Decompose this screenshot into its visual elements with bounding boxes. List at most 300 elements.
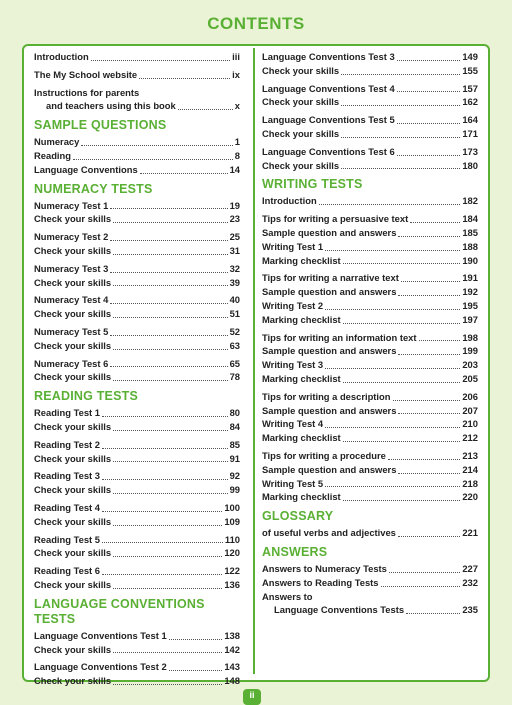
toc-entry-page: 142 [224, 643, 240, 655]
toc-entry-page: 1 [234, 136, 240, 148]
toc-entry-page: 210 [462, 418, 478, 430]
toc-entry-page: 162 [462, 96, 478, 108]
toc-entry-label: Numeracy Test 1 [34, 199, 109, 211]
toc-entry-label: Marking checklist [262, 372, 341, 384]
toc-entry[interactable] [34, 149, 240, 163]
toc-entry-page: 31 [229, 244, 240, 256]
toc-entry-page: 84 [229, 420, 240, 432]
toc-entry[interactable] [262, 82, 478, 96]
toc-entry[interactable] [34, 660, 240, 674]
toc-entry-label: Check your skills [34, 276, 112, 288]
dot-leader [102, 448, 228, 449]
dot-leader [113, 493, 227, 494]
toc-entry[interactable] [262, 372, 478, 386]
toc-entry-page: 23 [229, 213, 240, 225]
toc-entry[interactable] [34, 212, 240, 226]
toc-entry[interactable] [34, 643, 240, 657]
toc-entry-label: Check your skills [34, 484, 112, 496]
dot-leader [102, 416, 228, 417]
toc-group [34, 469, 240, 497]
dot-leader [110, 240, 227, 241]
toc-entry-page: 205 [462, 372, 478, 384]
toc-entry[interactable] [34, 578, 240, 592]
toc-entry[interactable] [262, 194, 478, 208]
dot-leader [169, 639, 223, 640]
toc-entry[interactable] [262, 490, 478, 504]
toc-entry-label: Check your skills [34, 339, 112, 351]
toc-entry-label: of useful verbs and adjectives [262, 527, 396, 539]
toc-entry-page: 214 [462, 463, 478, 475]
toc-entry-label: Reading Test 4 [34, 501, 100, 513]
toc-entry-label: Reading Test 5 [34, 533, 100, 545]
toc-entry[interactable] [34, 483, 240, 497]
dot-leader [397, 123, 461, 124]
dot-leader [113, 430, 227, 431]
toc-entry-label: Numeracy Test 5 [34, 325, 109, 337]
dot-leader [343, 500, 461, 501]
toc-entry-page: 203 [462, 359, 478, 371]
toc-entry-page: 235 [462, 604, 478, 616]
toc-entry-page: 212 [462, 432, 478, 444]
toc-entry[interactable] [34, 469, 240, 483]
dot-leader [178, 109, 233, 110]
toc-entry-page: 120 [224, 547, 240, 559]
toc-entry-label: Writing Test 5 [262, 477, 324, 489]
toc-entry[interactable] [34, 99, 240, 113]
toc-group [34, 438, 240, 466]
dot-leader [388, 459, 461, 460]
dot-leader [343, 263, 461, 264]
toc-entry-page: 80 [229, 407, 240, 419]
dot-leader [110, 272, 227, 273]
toc-entry-label: Language Conventions [34, 163, 138, 175]
toc-entry-page: 138 [224, 629, 240, 641]
toc-entry-label: Tips for writing a persuasive text [262, 213, 409, 225]
toc-entry-label: Check your skills [262, 159, 340, 171]
toc-entry-page: 171 [462, 127, 478, 139]
toc-entry-page: 195 [462, 299, 478, 311]
toc-entry-page: 143 [224, 661, 240, 673]
toc-entry[interactable] [34, 452, 240, 466]
toc-entry-page: 197 [462, 313, 478, 325]
dot-leader [389, 572, 460, 573]
toc-entry[interactable] [262, 463, 478, 477]
dot-leader [113, 525, 222, 526]
dot-leader [102, 479, 228, 480]
dot-leader [102, 511, 222, 512]
toc-entry-label: Answers to [262, 590, 313, 602]
toc-entry[interactable] [262, 576, 478, 590]
toc-group [262, 526, 478, 540]
toc-entry[interactable] [34, 86, 240, 100]
dot-leader [113, 349, 227, 350]
toc-entry-label: Check your skills [34, 371, 112, 383]
toc-entry[interactable] [262, 590, 478, 604]
dot-leader [341, 137, 460, 138]
toc-entry[interactable] [34, 50, 240, 64]
toc-entry-page: 85 [229, 438, 240, 450]
toc-entry-page: 14 [229, 163, 240, 175]
left-column [34, 50, 240, 692]
toc-entry-page: 91 [229, 452, 240, 464]
toc-entry-label: Check your skills [34, 643, 112, 655]
dot-leader [113, 222, 227, 223]
toc-entry[interactable] [262, 254, 478, 268]
toc-entry-page: 122 [224, 565, 240, 577]
toc-entry[interactable] [262, 271, 478, 285]
toc-entry[interactable] [34, 370, 240, 384]
toc-entry-label: Numeracy Test 6 [34, 357, 109, 369]
toc-entry[interactable] [262, 562, 478, 576]
toc-entry[interactable] [34, 420, 240, 434]
toc-group [262, 194, 478, 208]
toc-entry[interactable] [34, 501, 240, 515]
toc-entry-label: Reading [34, 149, 71, 161]
dot-leader [410, 222, 460, 223]
toc-entry-page: 8 [234, 149, 240, 161]
toc-entry-label: Reading Test 1 [34, 407, 100, 419]
toc-entry[interactable] [262, 113, 478, 127]
toc-entry[interactable] [262, 50, 478, 64]
toc-entry-label: Language Conventions Test 6 [262, 145, 395, 157]
toc-entry-label: Check your skills [34, 547, 112, 559]
toc-entry-page: 232 [462, 576, 478, 588]
dot-leader [398, 473, 460, 474]
toc-entry[interactable] [34, 135, 240, 149]
toc-entry-label: Marking checklist [262, 254, 341, 266]
toc-entry-label: Tips for writing a description [262, 390, 391, 402]
toc-group [34, 86, 240, 114]
dot-leader [102, 542, 223, 543]
toc-entry-label: Answers to Numeracy Tests [262, 562, 387, 574]
toc-group [262, 331, 478, 386]
dot-leader [398, 413, 460, 414]
toc-entry[interactable] [34, 325, 240, 339]
dot-leader [319, 204, 461, 205]
toc-entry[interactable] [34, 293, 240, 307]
dot-leader [343, 441, 461, 442]
toc-entry[interactable] [262, 95, 478, 109]
toc-entry[interactable] [34, 629, 240, 643]
toc-entry-page: 185 [462, 226, 478, 238]
dot-leader [397, 91, 461, 92]
toc-entry-label: Check your skills [262, 64, 340, 76]
toc-entry-page: 157 [462, 82, 478, 94]
toc-entry-label: Numeracy Test 4 [34, 294, 109, 306]
dot-leader [325, 250, 460, 251]
dot-leader [113, 556, 222, 557]
dot-leader [91, 60, 230, 61]
toc-entry-label: Sample question and answers [262, 463, 397, 475]
toc-entry[interactable] [34, 244, 240, 258]
dot-leader [169, 670, 223, 671]
dot-leader [113, 285, 227, 286]
toc-entry[interactable] [262, 159, 478, 173]
toc-entry-label: Writing Test 1 [262, 240, 324, 252]
toc-entry[interactable] [262, 431, 478, 445]
toc-entry-page: 188 [462, 240, 478, 252]
toc-entry[interactable] [34, 564, 240, 578]
toc-entry-page: 100 [224, 501, 240, 513]
dot-leader [110, 303, 227, 304]
section-heading: READING TESTS [34, 389, 138, 404]
dot-leader [140, 173, 228, 174]
section-heading: WRITING TESTS [262, 177, 363, 192]
toc-entry-page: 92 [229, 470, 240, 482]
toc-entry-page: 164 [462, 114, 478, 126]
toc-entry-page: 40 [229, 294, 240, 306]
toc-entry-page: 63 [229, 339, 240, 351]
toc-entry-label: Language Conventions Test 4 [262, 82, 395, 94]
toc-entry-page: 206 [462, 390, 478, 402]
toc-group [262, 390, 478, 445]
toc-entry-page: 173 [462, 145, 478, 157]
toc-entry[interactable] [34, 339, 240, 353]
toc-entry[interactable] [34, 546, 240, 560]
column-divider [253, 48, 255, 674]
toc-group [262, 50, 478, 78]
toc-entry[interactable] [34, 438, 240, 452]
toc-group [34, 325, 240, 353]
toc-entry-label: Reading Test 6 [34, 565, 100, 577]
toc-entry-label: Numeracy Test 3 [34, 262, 109, 274]
toc-group [34, 564, 240, 592]
toc-group [34, 262, 240, 290]
dot-leader [343, 323, 461, 324]
toc-group [262, 449, 478, 504]
toc-entry-page: 221 [462, 527, 478, 539]
toc-entry-page: iii [232, 51, 240, 62]
toc-group [34, 293, 240, 321]
toc-group [262, 82, 478, 110]
dot-leader [110, 208, 227, 209]
toc-entry[interactable] [262, 404, 478, 418]
dot-leader [397, 155, 461, 156]
toc-entry-page: 180 [462, 159, 478, 171]
dot-leader [102, 574, 222, 575]
section-heading: GLOSSARY [262, 509, 334, 524]
toc-entry[interactable] [34, 262, 240, 276]
toc-entry[interactable] [34, 163, 240, 177]
toc-entry-page: 199 [462, 345, 478, 357]
toc-entry-label: Check your skills [34, 452, 112, 464]
toc-entry-label: Check your skills [34, 308, 112, 320]
toc-entry[interactable] [34, 276, 240, 290]
toc-entry-page: 78 [229, 371, 240, 383]
dot-leader [325, 309, 460, 310]
toc-entry-label: Sample question and answers [262, 226, 397, 238]
toc-entry[interactable] [262, 603, 478, 617]
toc-entry-page: 148 [224, 675, 240, 687]
toc-entry-page: 191 [462, 272, 478, 284]
toc-entry-page: x [234, 100, 240, 112]
dot-leader [113, 254, 227, 255]
toc-group [34, 533, 240, 561]
toc-entry-label: Language Conventions Test 2 [34, 661, 167, 673]
dot-leader [419, 340, 461, 341]
toc-entry-label: Introduction [262, 195, 317, 207]
toc-entry-label: Numeracy Test 2 [34, 231, 109, 243]
dot-leader [73, 159, 233, 160]
toc-entry[interactable] [262, 358, 478, 372]
toc-entry[interactable] [262, 449, 478, 463]
toc-entry-label: Reading Test 2 [34, 438, 100, 450]
toc-entry-label: and teachers using this book [46, 100, 176, 112]
section-heading: SAMPLE QUESTIONS [34, 118, 167, 133]
dot-leader [81, 145, 232, 146]
toc-group [262, 271, 478, 326]
toc-entry-page: 110 [224, 533, 240, 545]
toc-entry-page: 99 [229, 484, 240, 496]
toc-entry[interactable] [262, 477, 478, 491]
dot-leader [381, 586, 461, 587]
toc-entry-page: 155 [462, 64, 478, 76]
toc-entry-label: Language Conventions Tests [274, 604, 405, 616]
toc-entry-page: 182 [462, 195, 478, 207]
toc-entry-label: Sample question and answers [262, 345, 397, 357]
toc-group [34, 50, 240, 64]
toc-group [34, 357, 240, 385]
toc-entry[interactable] [262, 344, 478, 358]
dot-leader [398, 295, 460, 296]
toc-entry[interactable] [262, 64, 478, 78]
dot-leader [110, 335, 227, 336]
toc-entry[interactable] [262, 417, 478, 431]
toc-entry[interactable] [262, 240, 478, 254]
toc-entry[interactable] [34, 674, 240, 688]
dot-leader [139, 78, 230, 79]
toc-entry-label: Check your skills [34, 420, 112, 432]
toc-entry[interactable] [34, 68, 240, 82]
toc-entry-page: 184 [462, 213, 478, 225]
dot-leader [398, 354, 460, 355]
toc-entry[interactable] [34, 357, 240, 371]
toc-entry-label: Answers to Reading Tests [262, 576, 379, 588]
toc-group [34, 629, 240, 657]
right-column [262, 50, 478, 621]
toc-entry-page: 218 [462, 477, 478, 489]
toc-entry[interactable] [262, 285, 478, 299]
toc-entry-page: 39 [229, 276, 240, 288]
toc-entry-label: Check your skills [34, 213, 112, 225]
toc-group [262, 113, 478, 141]
toc-entry[interactable] [262, 145, 478, 159]
toc-entry[interactable] [34, 406, 240, 420]
toc-group [34, 68, 240, 82]
toc-group [34, 230, 240, 258]
dot-leader [397, 60, 461, 61]
toc-group [34, 199, 240, 227]
toc-entry-page: 227 [462, 562, 478, 574]
dot-leader [401, 281, 461, 282]
section-heading: LANGUAGE CONVENTIONS TESTS [34, 596, 205, 626]
toc-entry[interactable] [262, 526, 478, 540]
toc-entry-page: 207 [462, 404, 478, 416]
toc-entry-label: Numeracy [34, 136, 80, 148]
toc-entry-label: Language Conventions Test 1 [34, 629, 167, 641]
dot-leader [398, 536, 460, 537]
dot-leader [325, 486, 460, 487]
toc-entry-label: Writing Test 3 [262, 359, 324, 371]
toc-entry[interactable] [262, 212, 478, 226]
section-heading: ANSWERS [262, 544, 328, 559]
toc-entry-page: 19 [229, 199, 240, 211]
toc-entry[interactable] [262, 299, 478, 313]
page-title: CONTENTS [207, 14, 305, 33]
dot-leader [341, 105, 460, 106]
dot-leader [113, 461, 227, 462]
dot-leader [398, 236, 460, 237]
toc-entry-page: 52 [229, 325, 240, 337]
toc-entry-label: The My School website [34, 68, 138, 80]
toc-entry-label: Tips for writing a narrative text [262, 272, 399, 284]
toc-entry[interactable] [262, 313, 478, 327]
toc-entry-label: Language Conventions Test 3 [262, 51, 395, 62]
toc-entry-label: Check your skills [34, 675, 112, 687]
dot-leader [393, 400, 461, 401]
toc-entry[interactable] [34, 515, 240, 529]
dot-leader [113, 684, 222, 685]
toc-entry-page: 109 [224, 515, 240, 527]
toc-entry-label: Introduction [34, 51, 89, 62]
toc-entry[interactable] [262, 226, 478, 240]
toc-entry[interactable] [34, 533, 240, 547]
dot-leader [325, 368, 460, 369]
toc-entry[interactable] [262, 331, 478, 345]
toc-entry-page: 190 [462, 254, 478, 266]
toc-group [34, 660, 240, 688]
toc-entry-page: 65 [229, 357, 240, 369]
toc-entry-label: Marking checklist [262, 491, 341, 503]
toc-entry-label: Reading Test 3 [34, 470, 100, 482]
toc-entry[interactable] [262, 390, 478, 404]
dot-leader [110, 366, 227, 367]
toc-entry-label: Check your skills [34, 578, 112, 590]
dot-leader [113, 652, 222, 653]
toc-group [262, 145, 478, 173]
dot-leader [341, 168, 460, 169]
dot-leader [113, 317, 227, 318]
page-number-badge: ii [243, 689, 261, 705]
toc-entry[interactable] [34, 307, 240, 321]
toc-group [262, 212, 478, 267]
toc-entry-label: Tips for writing an information text [262, 331, 417, 343]
dot-leader [113, 588, 222, 589]
toc-entry-page: 220 [462, 491, 478, 503]
toc-entry-label: Check your skills [34, 244, 112, 256]
dot-leader [325, 427, 460, 428]
toc-entry-label: Check your skills [262, 127, 340, 139]
dot-leader [113, 380, 227, 381]
toc-entry-page: 149 [462, 51, 478, 62]
toc-entry-page: 32 [229, 262, 240, 274]
toc-group [34, 501, 240, 529]
toc-entry[interactable] [34, 199, 240, 213]
toc-entry-label: Writing Test 4 [262, 418, 324, 430]
toc-entry-label: Tips for writing a procedure [262, 449, 386, 461]
toc-group [262, 562, 478, 617]
section-heading: NUMERACY TESTS [34, 181, 153, 196]
toc-group [34, 135, 240, 176]
toc-entry-label: Writing Test 2 [262, 299, 324, 311]
toc-entry-label: Check your skills [34, 515, 112, 527]
toc-entry-label: Marking checklist [262, 432, 341, 444]
dot-leader [341, 74, 460, 75]
toc-group [34, 406, 240, 434]
toc-entry[interactable] [262, 127, 478, 141]
toc-entry[interactable] [34, 230, 240, 244]
toc-entry-page: ix [232, 68, 240, 80]
